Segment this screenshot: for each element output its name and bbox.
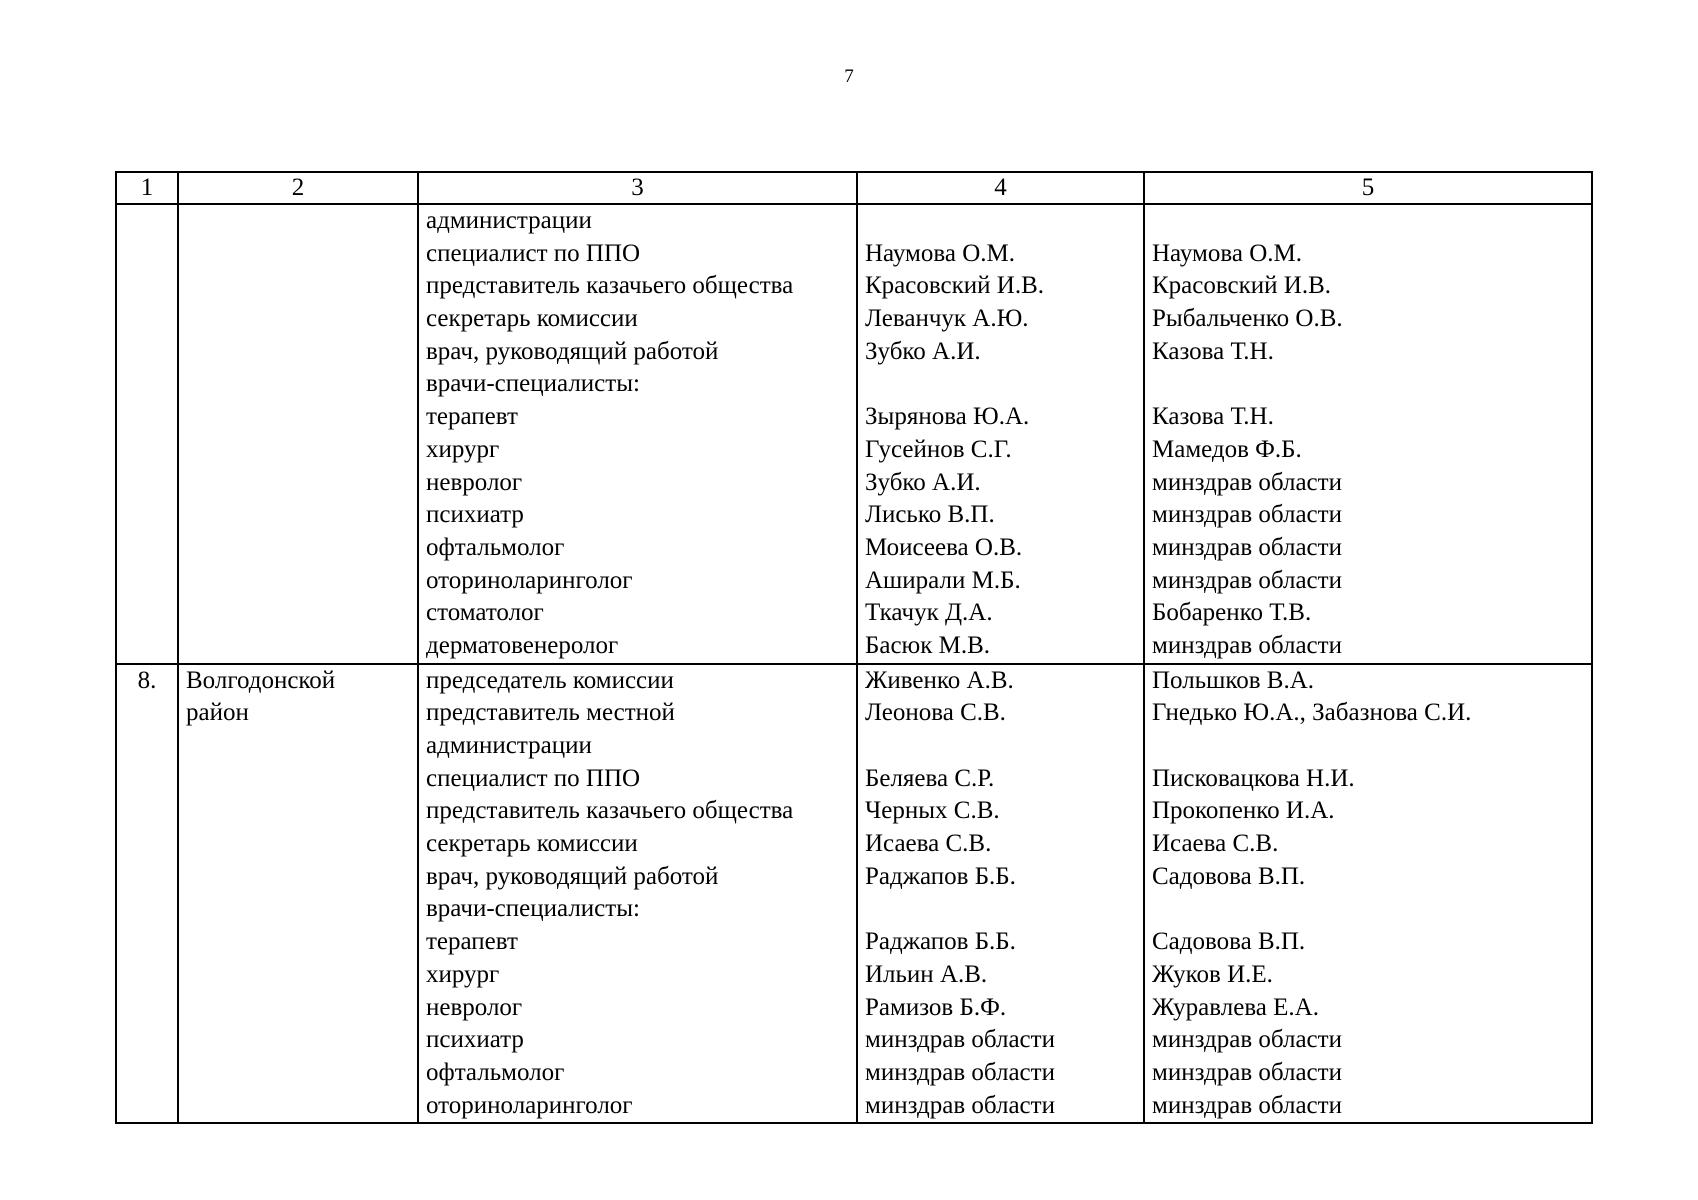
reserve-name: Рыбальченко О.В. (1152, 305, 1343, 333)
member-name: Рамизов Б.Ф. (865, 993, 1007, 1021)
reserve-name: Садовова В.П. (1152, 862, 1306, 890)
table-row (116, 204, 1592, 664)
reserve-name: Писковацкова Н.И. (1152, 764, 1355, 792)
district-name-line: район (186, 699, 249, 727)
role-line: психиатр (426, 1026, 524, 1054)
district-name-line: Волгодонской (186, 666, 336, 694)
reserve-name: Журавлева Е.А. (1152, 993, 1319, 1021)
reserve-name: минздрав области (1152, 1058, 1342, 1086)
reserve-name: Красовский И.В. (1152, 272, 1332, 300)
row-number (116, 204, 178, 664)
member-name (865, 893, 1136, 926)
district-cell (178, 204, 418, 664)
role-line: терапевт (426, 403, 518, 431)
reserve-name (1152, 205, 1584, 238)
role-line: секретарь комиссии (426, 305, 638, 333)
role-line: хирург (426, 960, 500, 988)
reserve-name (1152, 368, 1584, 401)
member-name: Гусейнов С.Г. (865, 435, 1012, 463)
role-cell (418, 664, 857, 1124)
role-line: врач, руководящий работой (426, 862, 719, 890)
member-name: Ильин А.В. (865, 960, 988, 988)
reserve-name: минздрав области (1152, 631, 1342, 659)
reserve-name: Жуков И.Е. (1152, 960, 1273, 988)
member-name: Зубко А.И. (865, 337, 981, 365)
role-line: председатель комиссии (426, 666, 674, 694)
main-member-cell (857, 664, 1144, 1124)
table-row (116, 664, 1592, 1124)
reserve-name: Садовова В.П. (1152, 928, 1306, 956)
member-name (865, 368, 1136, 401)
member-name: минздрав области (865, 1058, 1055, 1086)
role-line: специалист по ППО (426, 239, 641, 267)
reserve-name: Гнедько Ю.А., Забазнова С.И. (1152, 699, 1472, 727)
member-name: Зубко А.И. (865, 468, 981, 496)
header-col-3: 3 (418, 172, 857, 204)
member-name: Живенко А.В. (865, 666, 1014, 694)
reserve-name: минздрав области (1152, 1091, 1342, 1119)
member-name: Беляева С.Р. (865, 764, 995, 792)
role-line: администрации (426, 207, 592, 234)
member-name: Наумова О.М. (865, 239, 1015, 267)
page-number: 7 (844, 66, 854, 87)
member-name (865, 730, 1136, 763)
member-name: Леванчук А.Ю. (865, 305, 1029, 333)
role-line: психиатр (426, 501, 524, 529)
reserve-name: Казова Т.Н. (1152, 403, 1274, 431)
member-name: Басюк М.В. (865, 631, 991, 659)
role-line: оториноларинголог (426, 566, 633, 594)
member-name: минздрав области (865, 1091, 1055, 1119)
reserve-name (1152, 893, 1584, 926)
reserve-name: Бобаренко Т.В. (1152, 599, 1312, 627)
member-name: Моисеева О.В. (865, 533, 1023, 561)
role-line: представитель местной (426, 699, 675, 727)
reserve-name (1152, 730, 1584, 763)
role-line: терапевт (426, 928, 518, 956)
district-cell (178, 664, 418, 1124)
reserve-name: минздрав области (1152, 468, 1342, 496)
role-line: офтальмолог (426, 1058, 565, 1086)
role-line: администрации (426, 732, 592, 759)
header-col-1: 1 (116, 172, 178, 204)
role-line: секретарь комиссии (426, 830, 638, 858)
role-line: дерматовенеролог (426, 631, 619, 659)
role-line: специалист по ППО (426, 764, 641, 792)
member-name: Ткачук Д.А. (865, 599, 993, 627)
member-name: Раджапов Б.Б. (865, 928, 1016, 956)
main-member-cell (857, 204, 1144, 664)
reserve-name: минздрав области (1152, 1026, 1342, 1054)
member-name: Исаева С.В. (865, 830, 992, 858)
role-line: невролог (426, 993, 523, 1021)
member-name: Черных С.В. (865, 797, 1000, 825)
role-line: представитель казачьего общества (426, 272, 794, 300)
member-name: Раджапов Б.Б. (865, 862, 1016, 890)
role-line: оториноларинголог (426, 1091, 633, 1119)
reserve-name: Наумова О.М. (1152, 239, 1302, 267)
reserve-member-cell (1144, 664, 1592, 1124)
table-body (116, 172, 1592, 1123)
reserve-name: Польшков В.А. (1152, 666, 1315, 694)
role-line: врач, руководящий работой (426, 337, 719, 365)
member-name: Зырянова Ю.А. (865, 403, 1030, 431)
member-name: Лисько В.П. (865, 501, 995, 529)
reserve-name: Исаева С.В. (1152, 830, 1279, 858)
role-line: офтальмолог (426, 533, 565, 561)
row-number: 8. (116, 664, 178, 1124)
role-line: стоматолог (426, 599, 544, 627)
reserve-name: минздрав области (1152, 533, 1342, 561)
commission-table (115, 171, 1593, 1124)
role-line: представитель казачьего общества (426, 797, 794, 825)
header-row (116, 172, 1592, 204)
reserve-member-cell (1144, 204, 1592, 664)
reserve-name: минздрав области (1152, 566, 1342, 594)
member-name: Леонова С.В. (865, 699, 1006, 727)
reserve-name: минздрав области (1152, 501, 1342, 529)
reserve-name: Казова Т.Н. (1152, 337, 1274, 365)
role-line: хирург (426, 435, 500, 463)
role-line: невролог (426, 468, 523, 496)
role-line: врачи-специалисты: (426, 370, 640, 398)
member-name: Аширали М.Б. (865, 566, 1021, 594)
role-cell (418, 204, 857, 664)
role-line: врачи-специалисты: (426, 895, 640, 923)
header-col-2: 2 (178, 172, 418, 204)
member-name: минздрав области (865, 1026, 1055, 1054)
header-col-5: 5 (1144, 172, 1592, 204)
header-col-4: 4 (857, 172, 1144, 204)
member-name: Красовский И.В. (865, 272, 1045, 300)
reserve-name: Прокопенко И.А. (1152, 797, 1335, 825)
member-name (865, 205, 1136, 238)
reserve-name: Мамедов Ф.Б. (1152, 435, 1302, 463)
